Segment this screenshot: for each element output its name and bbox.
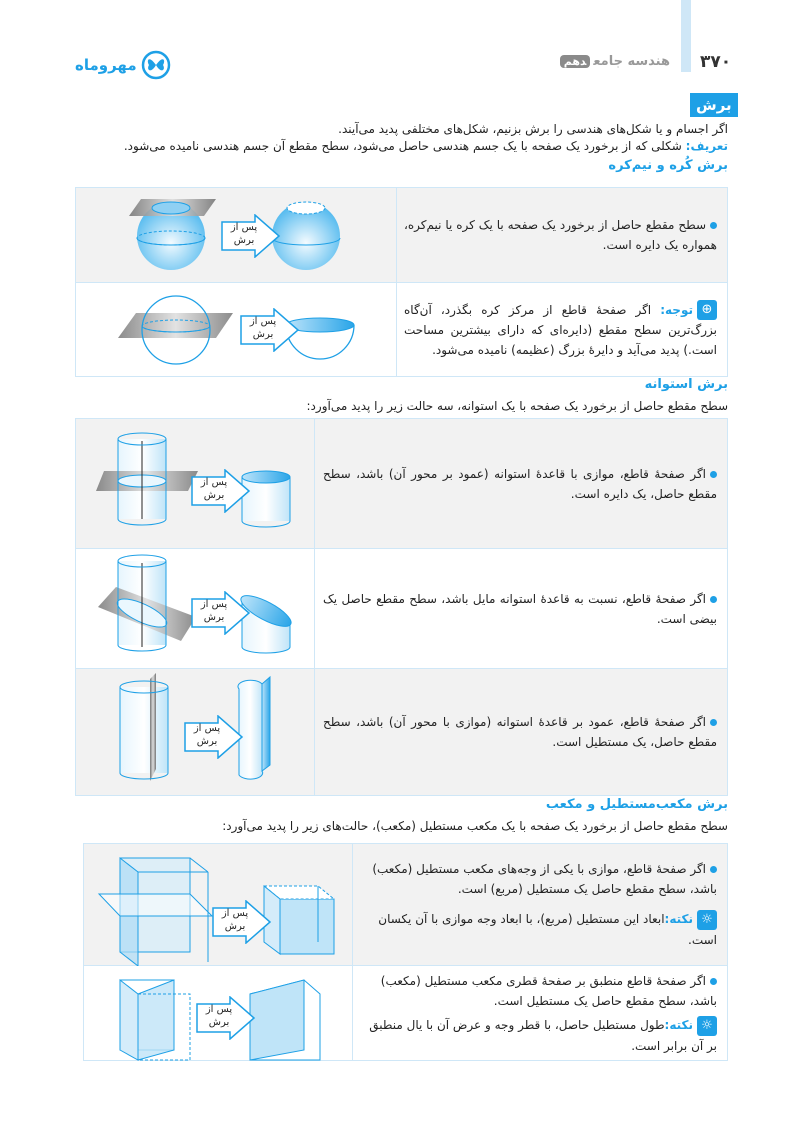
bullet-icon bbox=[710, 471, 717, 478]
note-text: ابعاد این مستطیل (مربع)، با ابعاد وجه موازی با آن یکسان است. bbox=[378, 912, 717, 947]
after-cut-arrow: پس از برش bbox=[184, 715, 244, 759]
butterfly-logo-icon bbox=[141, 50, 171, 80]
book-title bbox=[520, 54, 670, 69]
note-label: نکته: bbox=[664, 912, 693, 927]
lightbulb-icon: ☼ bbox=[697, 1016, 717, 1036]
note-label: توجه: bbox=[660, 302, 693, 317]
logo-text: مهروماه bbox=[75, 56, 137, 74]
cuboid-table bbox=[83, 843, 728, 1061]
row-text: اگر صفحهٔ قاطع از مرکز کره بگذرد، آن‌گاه بزرگ‌ترین سطح مقطع (دایره‌ای که دارای بیشترین مساحت است.) پدید می‌آید و دایرهٔ بزرگ (عظیمه) نامیده می‌شود. bbox=[404, 302, 717, 358]
sphere-table bbox=[75, 187, 728, 377]
note-label: نکته: bbox=[664, 1018, 693, 1033]
sphere-row-2 bbox=[76, 283, 727, 377]
after-cut-arrow: پس از برش bbox=[240, 308, 300, 352]
bullet-icon bbox=[710, 222, 717, 229]
definition-label: تعریف: bbox=[685, 139, 728, 153]
bullet-icon bbox=[710, 978, 717, 985]
book-title-text: هندسه جامع bbox=[593, 54, 670, 69]
target-icon: ⊕ bbox=[697, 300, 717, 320]
cylinder-heading: برش استوانه bbox=[644, 377, 728, 392]
after-cut-arrow: پس از برش bbox=[212, 900, 272, 944]
cylinder-row-3-text bbox=[313, 669, 727, 795]
header-strip bbox=[681, 0, 691, 72]
cuboid-intro: سطح مقطع حاصل از برخورد یک صفحه با یک مکعب مستطیل (مکعب)، حالت‌های زیر را پدید می‌آورد: bbox=[222, 819, 728, 833]
row-text: اگر صفحهٔ قاطع، موازی با یکی از وجه‌های مکعب مستطیل (مکعب) باشد، سطح مقطع حاصل یک مستطیل (مربع) است. bbox=[372, 862, 717, 897]
sphere-row-2-text bbox=[394, 283, 727, 377]
cylinder-row-3 bbox=[76, 669, 727, 795]
after-cut-arrow: پس از برش bbox=[221, 214, 281, 258]
sphere-row-1-text bbox=[394, 188, 727, 282]
page-number: ۳۷۰ bbox=[700, 52, 732, 72]
row-text: اگر صفحهٔ قاطع، نسبت به قاعدهٔ استوانه مایل باشد، سطح مقطع حاصل یک بیضی است. bbox=[323, 591, 717, 626]
cylinder-row-2 bbox=[76, 549, 727, 669]
sphere-heading: برش کُره و نیم‌کره bbox=[608, 158, 728, 173]
cylinder-intro: سطح مقطع حاصل از برخورد یک صفحه با یک استوانه، سه حالت زیر را پدید می‌آورد: bbox=[306, 399, 728, 413]
cylinder-table bbox=[75, 418, 728, 796]
definition-text: شکلی که از برخورد یک صفحه با یک جسم هندسی حاصل می‌شود، سطح مقطع آن جسم هندسی نامیده می‌شود. bbox=[123, 139, 682, 153]
lightbulb-icon: ☼ bbox=[697, 910, 717, 930]
cylinder-row-1 bbox=[76, 419, 727, 549]
after-cut-arrow: پس از برش bbox=[191, 591, 251, 635]
cylinder-row-1-text bbox=[313, 419, 727, 548]
section-title: برش bbox=[690, 93, 738, 117]
definition bbox=[124, 138, 728, 155]
cuboid-row-1 bbox=[84, 844, 727, 966]
row-text: اگر صفحهٔ قاطع، موازی با قاعدهٔ استوانه (عمود بر محور آن) باشد، سطح مقطع حاصل، یک دایره است. bbox=[323, 466, 717, 501]
bullet-icon bbox=[710, 866, 717, 873]
row-text: سطح مقطع حاصل از برخورد یک صفحه با یک کره یا نیم‌کره، همواره یک دایره است. bbox=[404, 218, 717, 252]
row-text: اگر صفحهٔ قاطع، عمود بر قاعدهٔ استوانه (موازی با محور آن) باشد، سطح مقطع حاصل، یک مستطیل است. bbox=[323, 715, 717, 749]
after-cut-arrow: پس از برش bbox=[191, 469, 251, 513]
grade-badge: دهم bbox=[560, 55, 591, 68]
cuboid-row-2 bbox=[84, 966, 727, 1061]
cuboid-row-1-text bbox=[351, 844, 727, 965]
publisher-logo bbox=[75, 50, 171, 80]
cuboid-row-2-text bbox=[351, 966, 727, 1061]
row-text: اگر صفحهٔ قاطع منطبق بر صفحهٔ قطری مکعب مستطیل (مکعب) باشد، سطح مقطع حاصل یک مستطیل است. bbox=[380, 974, 717, 1009]
great-circle-figure bbox=[76, 283, 396, 377]
sphere-row-1 bbox=[76, 188, 727, 283]
cuboid-heading: برش مکعب‌مستطیل و مکعب bbox=[545, 797, 728, 812]
bullet-icon bbox=[710, 719, 717, 726]
cylinder-row-2-text bbox=[313, 549, 727, 668]
note-text: طول مستطیل حاصل، با قطر وجه و عرض آن با یال منطبق بر آن برابر است. bbox=[369, 1018, 717, 1053]
bullet-icon bbox=[710, 596, 717, 603]
after-cut-arrow: پس از برش bbox=[196, 996, 256, 1040]
intro-text: اگر اجسام و یا شکل‌های هندسی را برش بزنیم، شکل‌های مختلفی پدید می‌آیند. bbox=[338, 122, 728, 136]
